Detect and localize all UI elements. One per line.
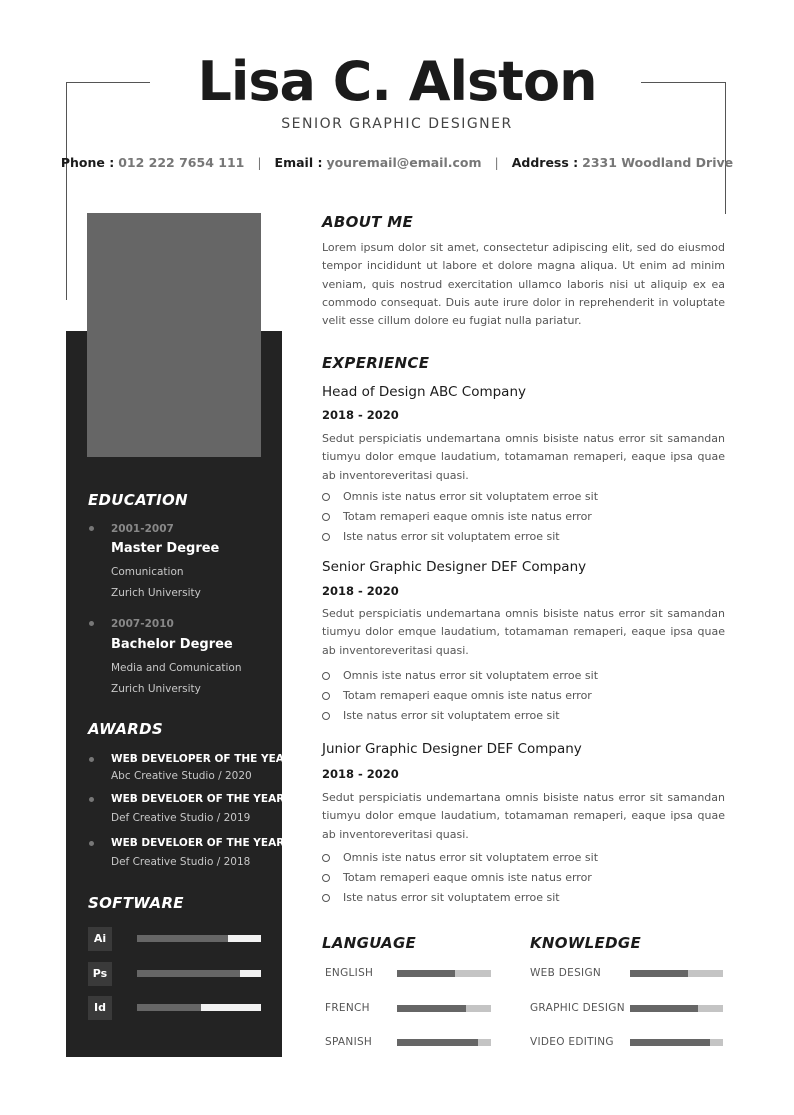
contact-separator: | [257, 155, 262, 170]
awards-heading: AWARDS [88, 720, 164, 738]
knowledge-level-fill [630, 1039, 710, 1046]
job-bullet: Totam remaperi eaque omnis iste natus error [322, 688, 598, 708]
language-level-bar [397, 970, 491, 977]
job-bullet: Iste natus error sit voluptatem erroe sit [322, 708, 598, 728]
photoshop-icon: Ps [88, 962, 112, 986]
knowledge-level-bar [630, 970, 723, 977]
knowledge-level-fill [630, 970, 688, 977]
contact-line [0, 155, 794, 170]
job-bullet: Iste natus error sit voluptatem erroe sit [322, 529, 598, 549]
job-description: Sedut perspiciatis undemartana omnis bisiste natus error sit samandan tiumyu dolor emque laudatium, totamaman remaperi, eaque ipsa quae ab inventoreveritasi quasi. [322, 607, 725, 657]
language-level-bar [397, 1005, 491, 1012]
phone-label: Phone : [60, 155, 115, 170]
education-degree: Master Degree [111, 541, 220, 556]
knowledge-label: VIDEO EDITING [530, 1036, 614, 1048]
job-bullet: Iste natus error sit voluptatem erroe sit [322, 890, 598, 910]
education-school: Zurich University [111, 587, 201, 599]
education-years: 2001-2007 [111, 523, 174, 535]
software-level-bar [137, 935, 261, 942]
address-value: 2331 Woodland Drive [582, 155, 734, 170]
job-bullets [322, 489, 598, 549]
job-bullet: Omnis iste natus error sit voluptatem erroe sit [322, 668, 598, 688]
language-heading: LANGUAGE [322, 934, 417, 952]
software-level-bar [137, 1004, 261, 1011]
award-title: WEB DEVELOER OF THE YEAR [111, 837, 285, 849]
job-description: Sedut perspiciatis undemartana omnis bisiste natus error sit samandan tiumyu dolor emque laudatium, totamaman remaperi, eaque ipsa quae ab inventoreveritasi quasi. [322, 791, 725, 841]
contact-separator: | [494, 155, 499, 170]
software-level-fill [137, 935, 228, 942]
language-level-fill [397, 1039, 478, 1046]
about-text: Lorem ipsum dolor sit amet, consectetur adipiscing elit, sed do eiusmod tempor incididunt ut labore et dolore magna aliqua. Ut enim ad minim veniam, quis nostrud exercitation ullamco laboris nisi ut aliquip ex ea commodo consequat. Duis aute irure dolor in reprehenderit in voluptate velit esse cillum dolore eu fugiat nulla pariatur. [322, 241, 725, 328]
knowledge-label: GRAPHIC DESIGN [530, 1002, 625, 1014]
job-bullet: Totam remaperi eaque omnis iste natus error [322, 509, 598, 529]
software-level-fill [137, 970, 240, 977]
award-studio: Def Creative Studio / 2019 [111, 812, 251, 824]
language-label: ENGLISH [325, 967, 374, 979]
job-title: Senior Graphic Designer DEF Company [322, 559, 587, 575]
software-level-bar [137, 970, 261, 977]
phone-value: 012 222 7654 111 [118, 155, 245, 170]
award-studio: Abc Creative Studio / 2020 [111, 770, 252, 782]
email-value: youremail@email.com [326, 155, 482, 170]
job-bullet: Omnis iste natus error sit voluptatem erroe sit [322, 489, 598, 509]
language-level-fill [397, 1005, 466, 1012]
award-bullet [89, 841, 94, 846]
education-field: Media and Comunication [111, 662, 242, 674]
candidate-name: Lisa C. Alston [197, 50, 597, 113]
address-label: Address : [511, 155, 579, 170]
email-label: Email : [274, 155, 323, 170]
software-heading: SOFTWARE [88, 894, 184, 912]
job-title-header: SENIOR GRAPHIC DESIGNER [281, 116, 513, 132]
knowledge-heading: KNOWLEDGE [530, 934, 641, 952]
job-bullets [322, 850, 598, 910]
job-title: Junior Graphic Designer DEF Company [322, 741, 582, 757]
language-level-bar [397, 1039, 491, 1046]
award-bullet [89, 757, 94, 762]
job-bullet: Totam remaperi eaque omnis iste natus error [322, 870, 598, 890]
profile-photo-placeholder [87, 213, 261, 457]
education-field: Comunication [111, 566, 184, 578]
job-years: 2018 - 2020 [322, 767, 399, 781]
award-title: WEB DEVELOPER OF THE YEAR [111, 753, 292, 765]
education-years: 2007-2010 [111, 618, 174, 630]
language-level-fill [397, 970, 455, 977]
experience-heading: EXPERIENCE [322, 354, 430, 372]
knowledge-level-bar [630, 1005, 723, 1012]
award-studio: Def Creative Studio / 2018 [111, 856, 251, 868]
language-label: SPANISH [325, 1036, 373, 1048]
knowledge-label: WEB DESIGN [530, 967, 602, 979]
job-bullet: Omnis iste natus error sit voluptatem erroe sit [322, 850, 598, 870]
education-bullet [89, 526, 94, 531]
frame-line-left [66, 82, 67, 300]
job-years: 2018 - 2020 [322, 408, 399, 422]
knowledge-level-fill [630, 1005, 698, 1012]
language-label: FRENCH [325, 1002, 370, 1014]
education-bullet [89, 621, 94, 626]
education-school: Zurich University [111, 683, 201, 695]
job-title: Head of Design ABC Company [322, 384, 526, 400]
job-bullets [322, 668, 598, 728]
software-level-fill [137, 1004, 201, 1011]
knowledge-level-bar [630, 1039, 723, 1046]
about-heading: ABOUT ME [322, 213, 414, 231]
indesign-icon: Id [88, 996, 112, 1020]
award-bullet [89, 797, 94, 802]
education-heading: EDUCATION [88, 491, 188, 509]
award-title: WEB DEVELOER OF THE YEAR [111, 793, 285, 805]
job-years: 2018 - 2020 [322, 584, 399, 598]
illustrator-icon: Ai [88, 927, 112, 951]
job-description: Sedut perspiciatis undemartana omnis bisiste natus error sit samandan tiumyu dolor emque laudatium, totamaman remaperi, eaque ipsa quae ab inventoreveritasi quasi. [322, 432, 725, 482]
education-degree: Bachelor Degree [111, 637, 233, 652]
